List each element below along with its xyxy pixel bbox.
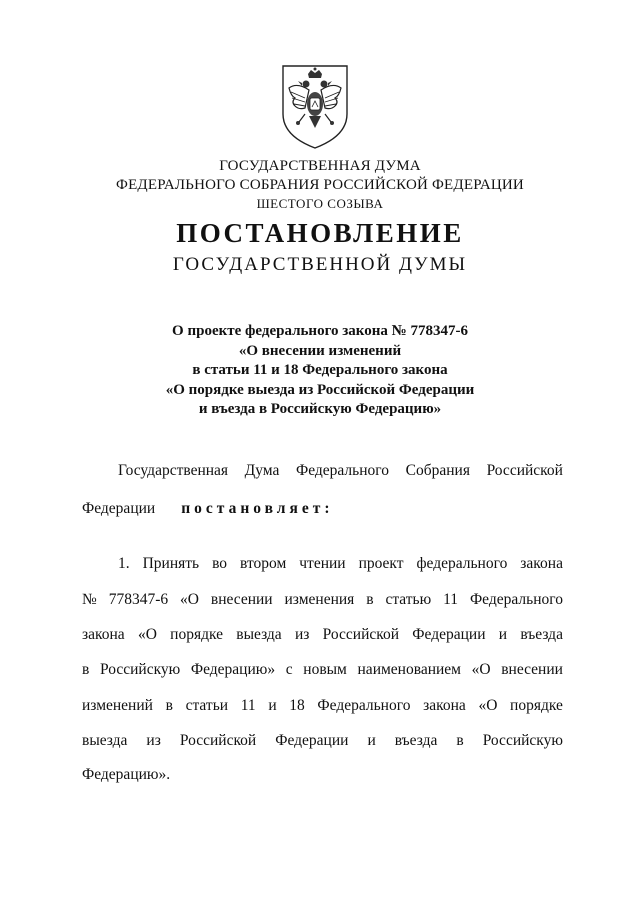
word: и [268, 697, 277, 714]
word: 11 [240, 697, 256, 714]
word: внесении [210, 591, 273, 608]
word: с [285, 661, 293, 678]
word: статьи [185, 697, 229, 714]
word: въезда [394, 732, 438, 749]
word: въезда [520, 626, 563, 643]
paragraph-1-line-1 [118, 462, 563, 480]
word: новым [303, 661, 347, 678]
word: и [367, 732, 376, 749]
word: выезда [82, 732, 128, 749]
word: Российской [179, 732, 257, 749]
word: во [212, 555, 228, 572]
word: 11 [443, 591, 459, 608]
heading-line: О проекте федерального закона № 778347-6 [172, 323, 468, 339]
word: из [146, 732, 161, 749]
word: в [366, 591, 374, 608]
heading-line: «О внесении изменений [238, 342, 402, 359]
word: статью [385, 591, 432, 608]
word: 778347-6 [108, 591, 169, 608]
paragraph-2-line-5 [82, 697, 563, 715]
word: Российскую [482, 732, 563, 749]
word: наименованием [357, 661, 461, 678]
word: чтении [299, 555, 346, 572]
word: проект [358, 555, 404, 572]
word: закона [82, 626, 125, 643]
word: в [456, 732, 464, 749]
word: Российской [486, 462, 563, 479]
word: Федерального [469, 591, 563, 608]
word: федерального [416, 555, 508, 572]
word: Федерацию» [190, 661, 276, 678]
org-name-line-2: ФЕДЕРАЛЬНОГО СОБРАНИЯ РОССИЙСКОЙ ФЕДЕРАЦИИ [116, 177, 524, 193]
word: в [82, 661, 90, 678]
word: Российскую [99, 661, 181, 678]
word: 1. [118, 555, 130, 572]
paragraph-2-line-7: Федерацию». [82, 766, 171, 783]
word: «О [137, 626, 157, 643]
word: 18 [289, 697, 305, 714]
word: из [294, 626, 310, 643]
paragraph-2-line-6 [82, 732, 563, 750]
word: изменения [284, 591, 355, 608]
word: № [82, 591, 97, 608]
word: «О [180, 591, 199, 608]
word: Принять [142, 555, 200, 572]
word: закона [520, 555, 563, 572]
word: внесении [501, 661, 563, 678]
decree-word: постановляет: [181, 500, 334, 517]
word: Федерации [275, 732, 349, 749]
word: порядке [170, 626, 223, 643]
convocation-label: ШЕСТОГО СОЗЫВА [256, 196, 384, 211]
paragraph-2-line-2 [82, 591, 563, 609]
word: Федерального [317, 697, 411, 714]
document-heading [0, 322, 640, 420]
word: и [498, 626, 508, 643]
word: Федерации [412, 626, 486, 643]
word: «О [471, 661, 491, 678]
org-name-line-1: ГОСУДАРСТВЕННАЯ ДУМА [219, 158, 421, 174]
heading-line: «О порядке выезда из Российской Федерации [165, 381, 475, 398]
word: изменений [82, 697, 153, 714]
paragraph-1-line-2 [82, 500, 563, 518]
word: закона [423, 697, 466, 714]
word: выезда [236, 626, 282, 643]
document-title: ПОСТАНОВЛЕНИЕ [176, 218, 464, 248]
word: в [165, 697, 173, 714]
word: Федерации [82, 500, 156, 517]
word: Собрания [405, 462, 470, 479]
word: Федерального [295, 462, 390, 479]
heading-line: в статьи 11 и 18 Федерального закона [192, 362, 448, 378]
word: «О [478, 697, 498, 714]
word: порядке [510, 697, 563, 714]
word: Дума [244, 462, 280, 479]
paragraph-2-line-3 [82, 626, 563, 644]
word: Российской [322, 626, 400, 643]
paragraph-2-line-1 [118, 555, 563, 573]
word: втором [240, 555, 287, 572]
heading-line: и въезда в Российскую Федерацию» [198, 401, 442, 417]
coat-of-arms-icon [275, 62, 355, 152]
document-subtitle: ГОСУДАРСТВЕННОЙ ДУМЫ [172, 254, 468, 275]
word: Государственная [118, 462, 229, 479]
paragraph-2-line-4 [82, 661, 563, 679]
